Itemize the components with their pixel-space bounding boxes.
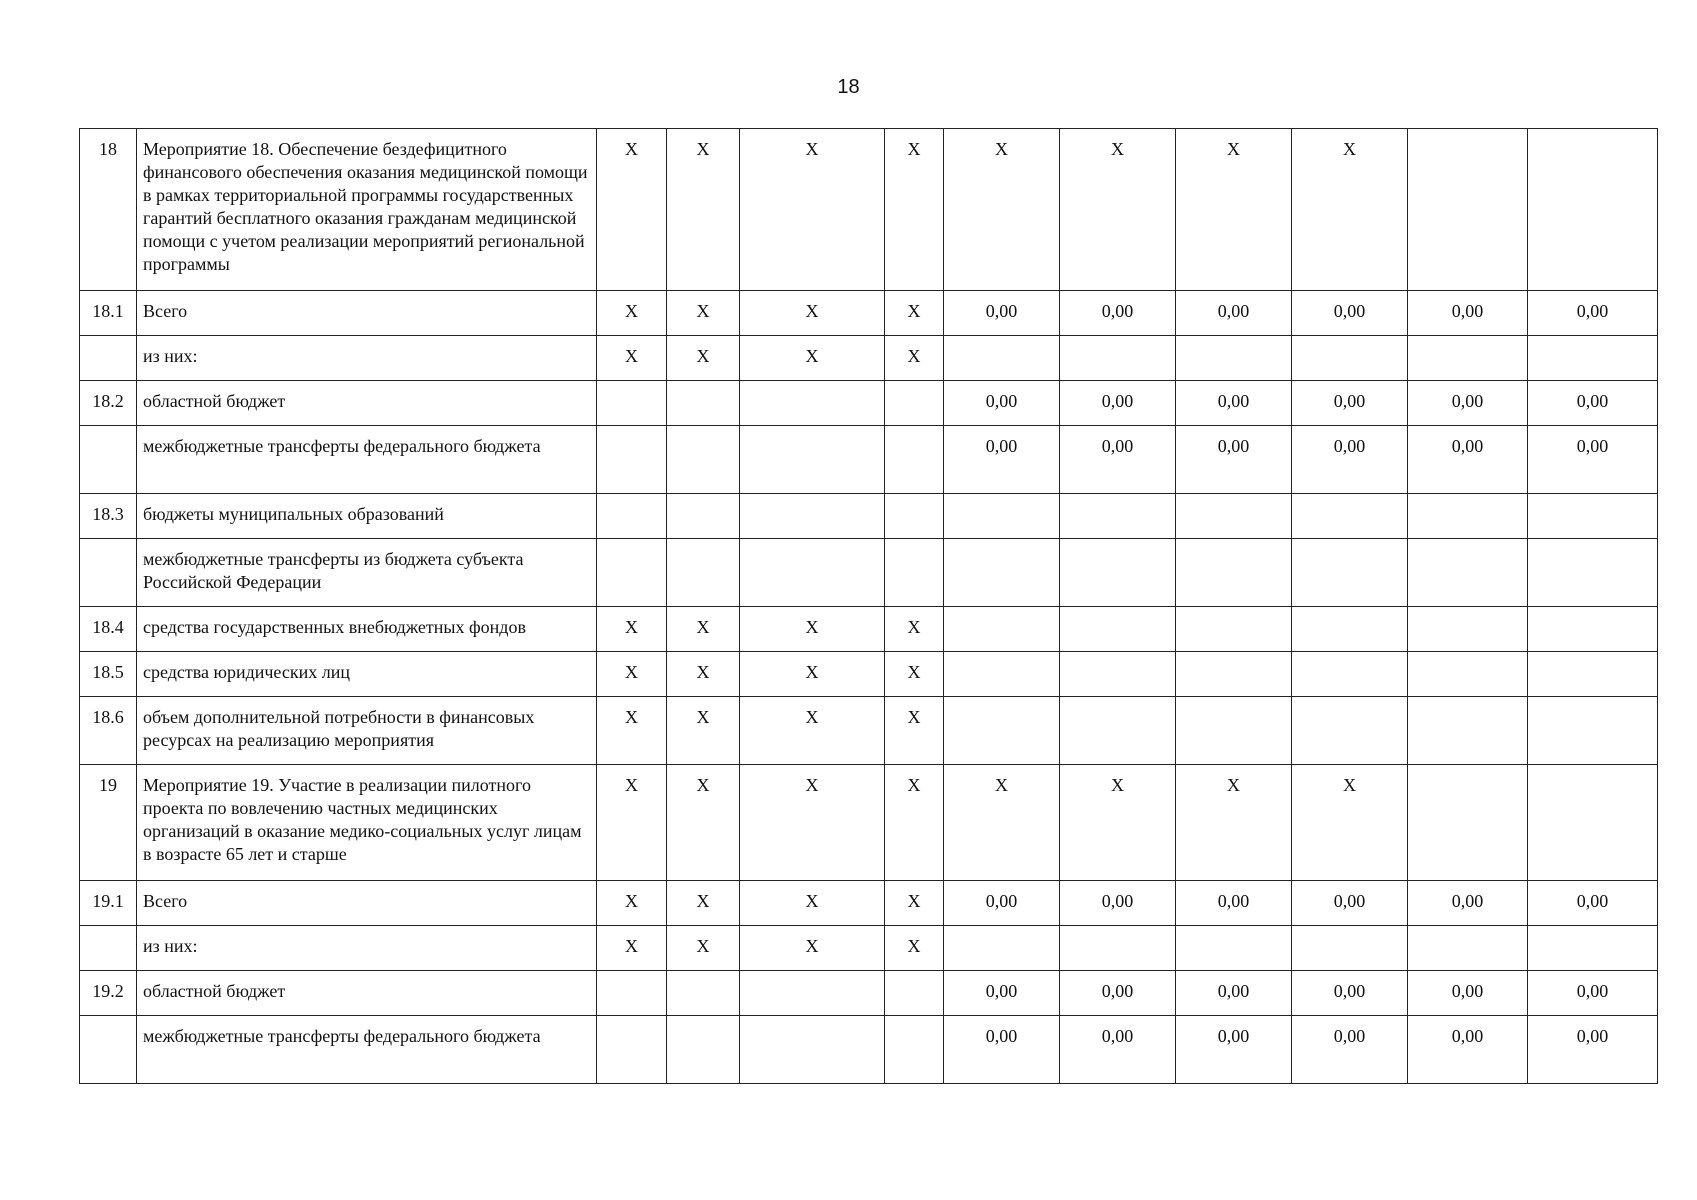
row-number: 18.5	[80, 652, 137, 697]
value-cell: 0,00	[1292, 426, 1408, 494]
row-description: средства юридических лиц	[137, 652, 597, 697]
value-cell: Х	[740, 652, 885, 697]
value-cell	[1292, 336, 1408, 381]
value-cell	[1408, 539, 1528, 607]
table-row	[80, 291, 1658, 336]
table-row	[80, 381, 1658, 426]
value-cell: Х	[885, 291, 944, 336]
value-cell: Х	[944, 765, 1060, 881]
value-cell: Х	[597, 336, 667, 381]
value-cell: Х	[597, 129, 667, 291]
value-cell	[1176, 539, 1292, 607]
value-cell: 0,00	[1408, 971, 1528, 1016]
value-cell: Х	[740, 336, 885, 381]
value-cell	[667, 971, 740, 1016]
value-cell: 0,00	[1408, 881, 1528, 926]
value-cell	[1408, 926, 1528, 971]
value-cell	[1060, 652, 1176, 697]
value-cell	[667, 494, 740, 539]
value-cell: Х	[667, 697, 740, 765]
value-cell: 0,00	[1528, 971, 1658, 1016]
value-cell: Х	[597, 926, 667, 971]
value-cell	[740, 494, 885, 539]
table-body	[80, 129, 1658, 1084]
value-cell: 0,00	[1528, 881, 1658, 926]
value-cell: Х	[1060, 765, 1176, 881]
value-cell: 0,00	[1060, 291, 1176, 336]
table-row	[80, 539, 1658, 607]
row-number: 18.3	[80, 494, 137, 539]
value-cell	[1528, 607, 1658, 652]
value-cell	[885, 971, 944, 1016]
value-cell: Х	[1176, 129, 1292, 291]
value-cell	[1408, 652, 1528, 697]
value-cell: 0,00	[1060, 971, 1176, 1016]
value-cell: 0,00	[1528, 426, 1658, 494]
value-cell: Х	[667, 607, 740, 652]
value-cell	[597, 494, 667, 539]
value-cell	[944, 697, 1060, 765]
table-row	[80, 652, 1658, 697]
table-row	[80, 697, 1658, 765]
value-cell	[1408, 129, 1528, 291]
value-cell	[1528, 765, 1658, 881]
value-cell: Х	[667, 881, 740, 926]
value-cell: 0,00	[944, 291, 1060, 336]
value-cell	[667, 381, 740, 426]
table-row	[80, 494, 1658, 539]
row-number: 18.6	[80, 697, 137, 765]
value-cell	[885, 426, 944, 494]
table-row	[80, 926, 1658, 971]
row-number	[80, 926, 137, 971]
value-cell	[1528, 926, 1658, 971]
table-row	[80, 607, 1658, 652]
row-description: средства государственных внебюджетных фондов	[137, 607, 597, 652]
value-cell: Х	[740, 881, 885, 926]
value-cell: Х	[667, 129, 740, 291]
value-cell	[1176, 652, 1292, 697]
value-cell: 0,00	[1408, 381, 1528, 426]
value-cell: Х	[885, 607, 944, 652]
value-cell: 0,00	[1292, 971, 1408, 1016]
row-number: 18.4	[80, 607, 137, 652]
value-cell	[1408, 697, 1528, 765]
table-row	[80, 881, 1658, 926]
value-cell	[597, 426, 667, 494]
row-description: областной бюджет	[137, 381, 597, 426]
value-cell	[944, 607, 1060, 652]
value-cell: 0,00	[1060, 426, 1176, 494]
value-cell	[1176, 607, 1292, 652]
row-description: Всего	[137, 881, 597, 926]
value-cell	[740, 1016, 885, 1084]
value-cell: 0,00	[1292, 881, 1408, 926]
row-number	[80, 426, 137, 494]
value-cell: 0,00	[1060, 881, 1176, 926]
value-cell: Х	[597, 291, 667, 336]
value-cell: Х	[667, 926, 740, 971]
value-cell	[597, 539, 667, 607]
value-cell: 0,00	[1408, 291, 1528, 336]
value-cell: Х	[597, 652, 667, 697]
row-description: Мероприятие 19. Участие в реализации пилотного проекта по вовлечению частных медицинских организаций в оказание медико-социальных услуг лицам в возрасте 65 лет и старше	[137, 765, 597, 881]
value-cell: Х	[667, 336, 740, 381]
value-cell: 0,00	[1528, 291, 1658, 336]
value-cell: Х	[597, 697, 667, 765]
value-cell	[1292, 926, 1408, 971]
value-cell	[1528, 539, 1658, 607]
value-cell: 0,00	[1292, 381, 1408, 426]
row-description: Всего	[137, 291, 597, 336]
value-cell	[1176, 336, 1292, 381]
table-row	[80, 1016, 1658, 1084]
row-number	[80, 1016, 137, 1084]
value-cell: 0,00	[1176, 971, 1292, 1016]
table-row	[80, 765, 1658, 881]
value-cell: 0,00	[1408, 1016, 1528, 1084]
table-row	[80, 971, 1658, 1016]
value-cell	[1292, 539, 1408, 607]
row-description: объем дополнительной потребности в финансовых ресурсах на реализацию мероприятия	[137, 697, 597, 765]
value-cell: 0,00	[1176, 291, 1292, 336]
value-cell: 0,00	[1176, 426, 1292, 494]
value-cell: 0,00	[944, 1016, 1060, 1084]
value-cell: Х	[667, 652, 740, 697]
row-number: 19	[80, 765, 137, 881]
value-cell: 0,00	[944, 381, 1060, 426]
value-cell: 0,00	[1060, 1016, 1176, 1084]
value-cell: Х	[885, 765, 944, 881]
value-cell	[597, 1016, 667, 1084]
value-cell: 0,00	[944, 881, 1060, 926]
value-cell	[1060, 539, 1176, 607]
value-cell: Х	[1060, 129, 1176, 291]
value-cell	[1176, 494, 1292, 539]
value-cell: Х	[667, 291, 740, 336]
value-cell	[1528, 652, 1658, 697]
row-description: из них:	[137, 336, 597, 381]
value-cell	[944, 539, 1060, 607]
budget-table	[79, 128, 1658, 1084]
row-description: межбюджетные трансферты федерального бюджета	[137, 426, 597, 494]
value-cell	[885, 381, 944, 426]
value-cell	[1176, 926, 1292, 971]
value-cell: Х	[1292, 129, 1408, 291]
value-cell	[1060, 607, 1176, 652]
value-cell	[740, 539, 885, 607]
row-number: 18.2	[80, 381, 137, 426]
value-cell	[740, 426, 885, 494]
value-cell	[1292, 494, 1408, 539]
row-number: 18.1	[80, 291, 137, 336]
row-description: межбюджетные трансферты из бюджета субъекта Российской Федерации	[137, 539, 597, 607]
row-description: областной бюджет	[137, 971, 597, 1016]
value-cell	[597, 381, 667, 426]
value-cell	[944, 926, 1060, 971]
value-cell	[667, 1016, 740, 1084]
row-description: из них:	[137, 926, 597, 971]
value-cell: Х	[597, 881, 667, 926]
value-cell	[1060, 926, 1176, 971]
value-cell: Х	[885, 129, 944, 291]
value-cell: Х	[885, 652, 944, 697]
value-cell	[944, 652, 1060, 697]
value-cell: 0,00	[1528, 381, 1658, 426]
value-cell: Х	[1292, 765, 1408, 881]
row-number: 19.1	[80, 881, 137, 926]
value-cell: 0,00	[1176, 381, 1292, 426]
row-number: 18	[80, 129, 137, 291]
value-cell: Х	[740, 926, 885, 971]
value-cell	[1292, 607, 1408, 652]
value-cell	[944, 494, 1060, 539]
value-cell: 0,00	[1060, 381, 1176, 426]
value-cell	[667, 426, 740, 494]
value-cell	[1060, 494, 1176, 539]
value-cell: Х	[885, 926, 944, 971]
value-cell: Х	[740, 129, 885, 291]
value-cell: 0,00	[944, 971, 1060, 1016]
value-cell: Х	[1176, 765, 1292, 881]
table-row	[80, 129, 1658, 291]
value-cell: Х	[885, 697, 944, 765]
row-description: Мероприятие 18. Обеспечение бездефицитного финансового обеспечения оказания медицинской помощи в рамках территориальной программы государственных гарантий бесплатного оказания гражданам медицинской помощи с учетом реализации мероприятий региональной программы	[137, 129, 597, 291]
value-cell	[740, 971, 885, 1016]
value-cell	[1528, 697, 1658, 765]
row-number: 19.2	[80, 971, 137, 1016]
value-cell: Х	[740, 291, 885, 336]
value-cell: Х	[740, 607, 885, 652]
value-cell: 0,00	[1176, 1016, 1292, 1084]
row-number	[80, 336, 137, 381]
value-cell: Х	[944, 129, 1060, 291]
value-cell	[1292, 652, 1408, 697]
value-cell: Х	[597, 765, 667, 881]
value-cell: 0,00	[1292, 291, 1408, 336]
value-cell: Х	[740, 765, 885, 881]
page-number: 18	[837, 76, 860, 98]
value-cell: Х	[740, 697, 885, 765]
value-cell	[667, 539, 740, 607]
row-description: бюджеты муниципальных образований	[137, 494, 597, 539]
table-row	[80, 426, 1658, 494]
value-cell: 0,00	[1176, 881, 1292, 926]
value-cell	[1408, 336, 1528, 381]
value-cell	[740, 381, 885, 426]
value-cell	[1292, 697, 1408, 765]
row-description: межбюджетные трансферты федерального бюджета	[137, 1016, 597, 1084]
value-cell: 0,00	[1292, 1016, 1408, 1084]
value-cell	[1528, 336, 1658, 381]
value-cell: Х	[597, 607, 667, 652]
value-cell	[1060, 336, 1176, 381]
value-cell: Х	[885, 881, 944, 926]
value-cell: Х	[885, 336, 944, 381]
value-cell	[944, 336, 1060, 381]
value-cell	[1528, 129, 1658, 291]
value-cell	[885, 1016, 944, 1084]
value-cell	[1408, 765, 1528, 881]
value-cell	[597, 971, 667, 1016]
value-cell	[885, 494, 944, 539]
value-cell	[1176, 697, 1292, 765]
value-cell: 0,00	[1528, 1016, 1658, 1084]
value-cell	[885, 539, 944, 607]
value-cell: 0,00	[944, 426, 1060, 494]
value-cell	[1060, 697, 1176, 765]
row-number	[80, 539, 137, 607]
value-cell	[1528, 494, 1658, 539]
table-row	[80, 336, 1658, 381]
value-cell: Х	[667, 765, 740, 881]
value-cell	[1408, 494, 1528, 539]
value-cell	[1408, 607, 1528, 652]
value-cell: 0,00	[1408, 426, 1528, 494]
